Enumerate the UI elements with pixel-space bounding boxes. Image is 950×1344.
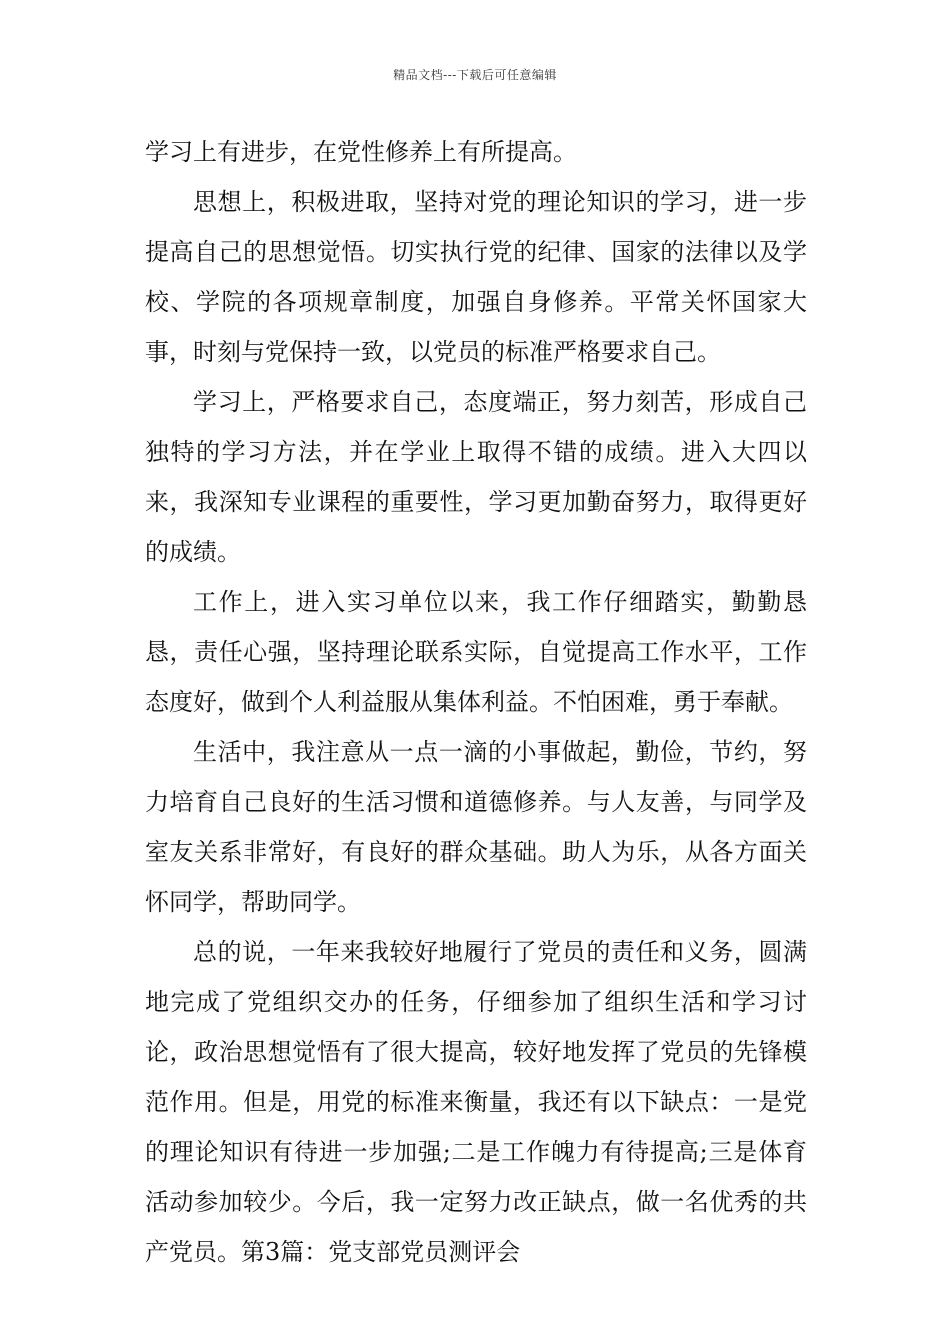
paragraph-4: 工作上，进入实习单位以来，我工作仔细踏实，勤勤恳恳，责任心强，坚持理论联系实际，自觉提高工作水平，工作态度好，做到个人利益服从集体利益。不怕困难，勇于奉献。 <box>145 588 807 716</box>
paragraph-5: 生活中，我注意从一点一滴的小事做起，勤俭，节约，努力培育自己良好的生活习惯和道德修养。与人友善，与同学及室友关系非常好，有良好的群众基础。助人为乐，从各方面关怀同学，帮助同学。 <box>145 738 807 916</box>
paragraph-2: 思想上，积极进取，坚持对党的理论知识的学习，进一步提高自己的思想觉悟。切实执行党的纪律、国家的法律以及学校、学院的各项规章制度，加强自身修养。平常关怀国家大事，时刻与党保持一致，以党员的标准严格要求自己。 <box>145 188 807 366</box>
paragraph-6: 总的说，一年来我较好地履行了党员的责任和义务，圆满地完成了党组织交办的任务，仔细参加了组织生活和学习讨论，政治思想觉悟有了很大提高，较好地发挥了党员的先锋模范作用。但是，用党的标准来衡量，我还有以下缺点：一是党的理论知识有待进一步加强;二是工作魄力有待提高;三是体育活动参加较少。今后，我一定努力改正缺点，做一名优秀的共产党员。第3篇：党支部党员测评会 <box>145 938 807 1266</box>
page-header: 精品文档---下载后可任意编辑 <box>393 68 557 82</box>
document-body <box>145 127 807 1277</box>
paragraph-1: 学习上有进步，在党性修养上有所提高。 <box>145 138 577 166</box>
paragraph-3: 学习上，严格要求自己，态度端正，努力刻苦，形成自己独特的学习方法，并在学业上取得不错的成绩。进入大四以来，我深知专业课程的重要性，学习更加勤奋努力，取得更好的成绩。 <box>145 388 807 566</box>
